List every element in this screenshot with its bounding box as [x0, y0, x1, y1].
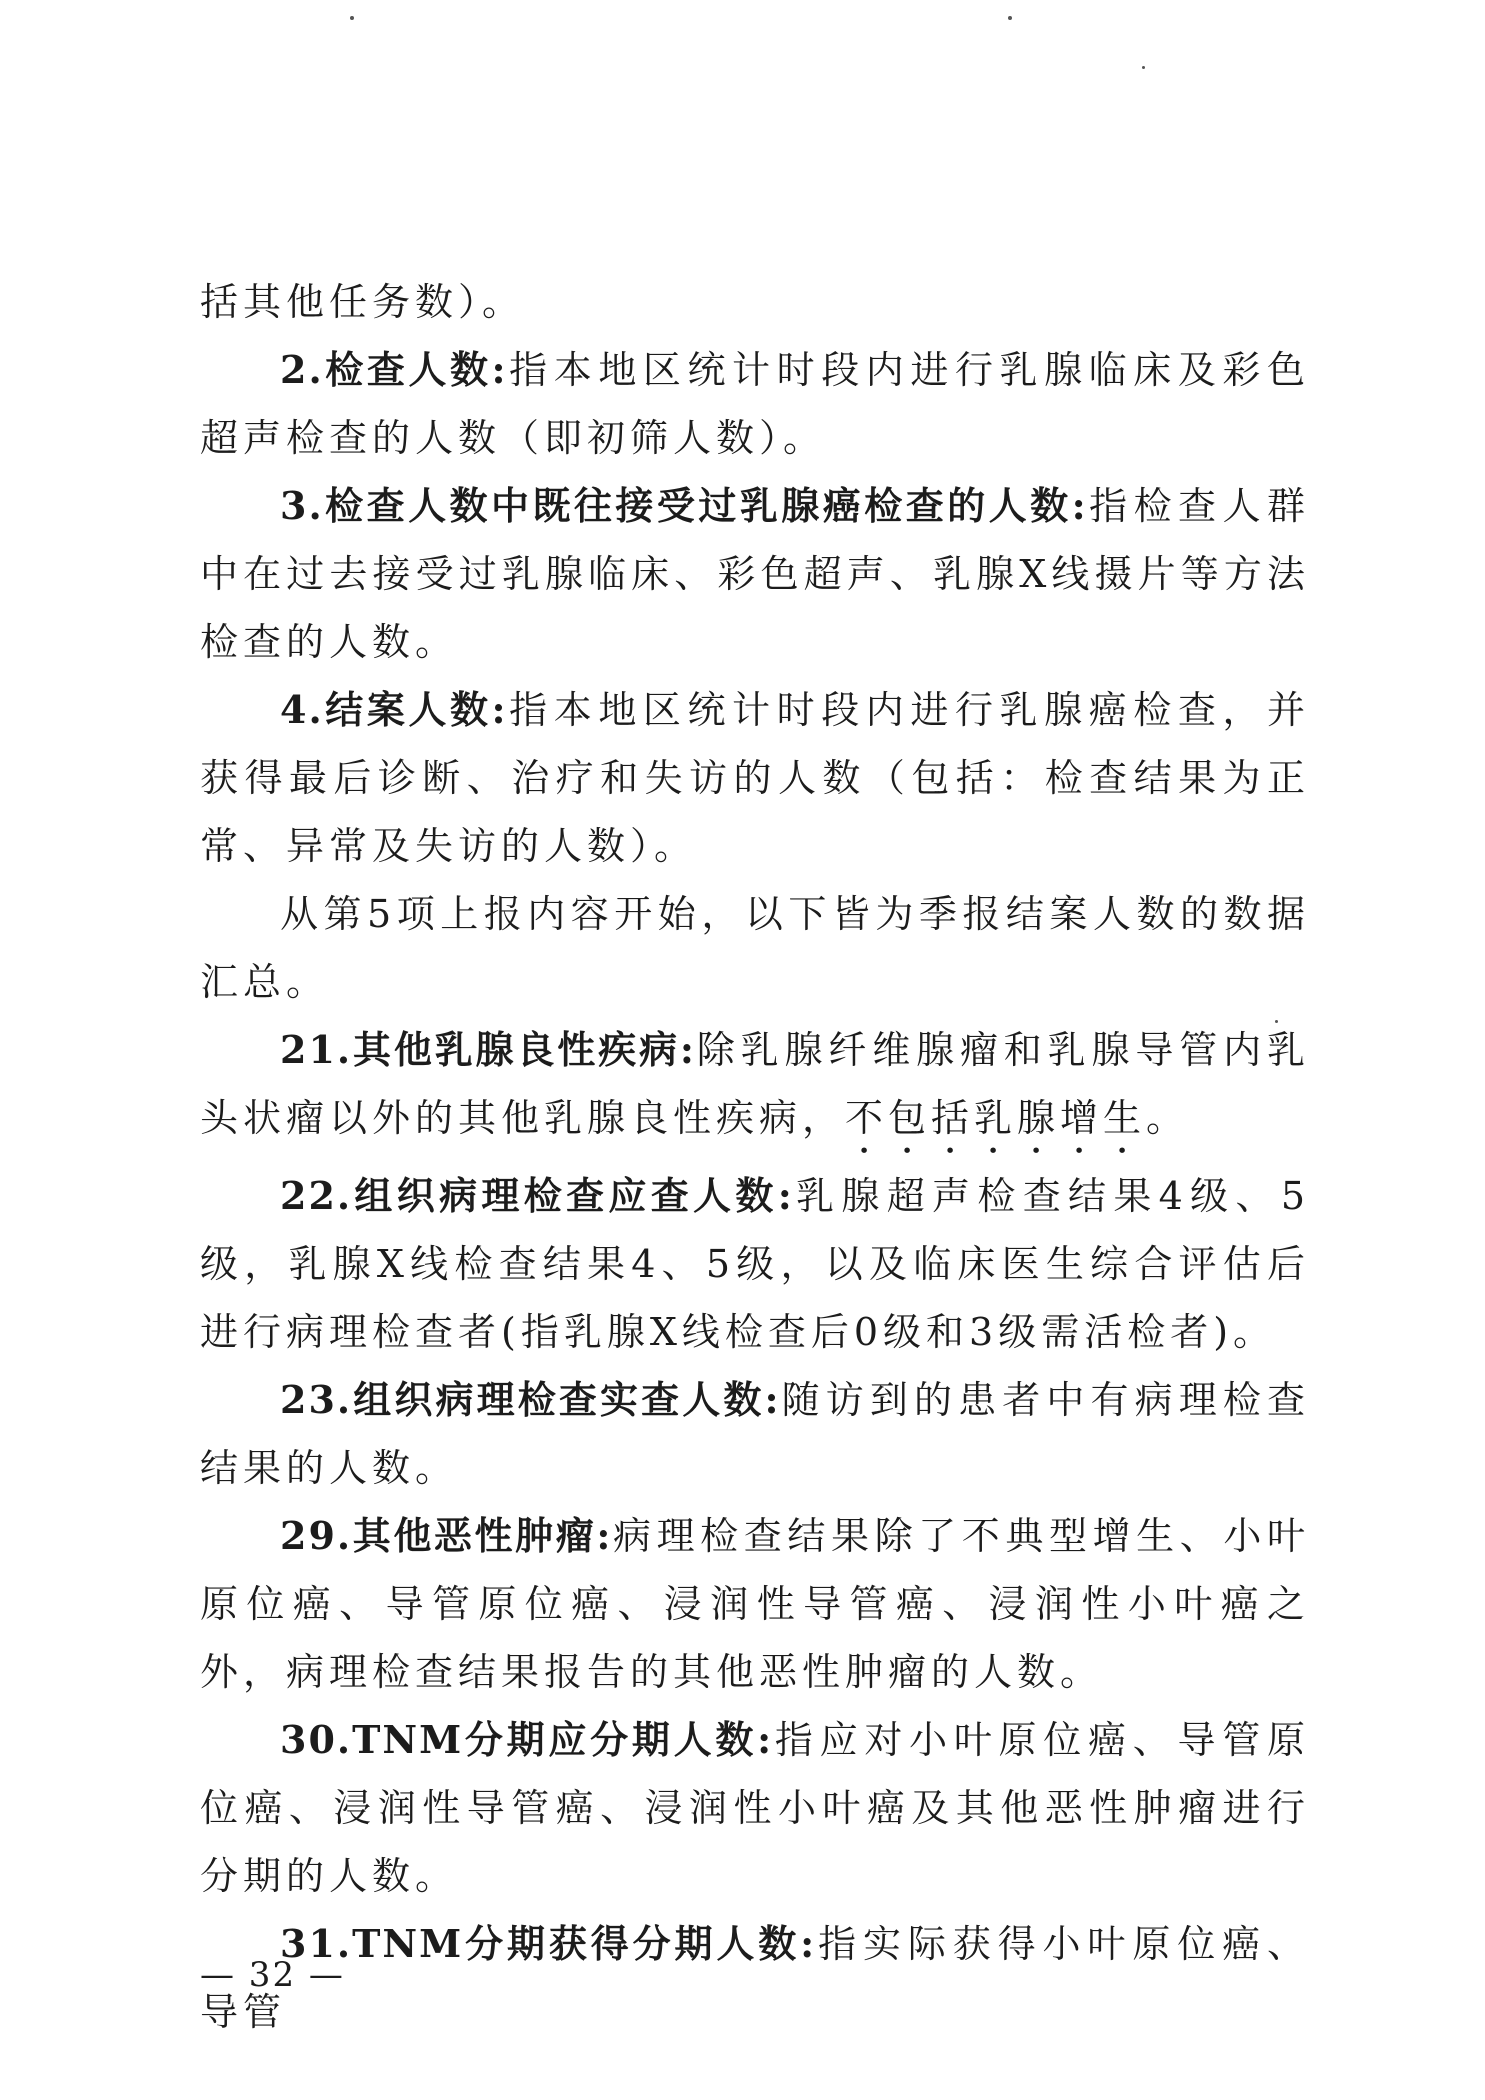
definition-text: 指实际获得小叶原位癌、导管: [200, 1922, 1310, 2034]
definition-item-30: [200, 1706, 1310, 1910]
definition-item-21: [200, 1016, 1310, 1162]
definition-text: 病理检查结果除了不典型增生、小叶原位癌、导管原位癌、浸润性导管癌、浸润性小叶癌之外，病理检查结果报告的其他恶性肿瘤的人数。: [200, 1514, 1310, 1694]
definition-term: 29.其他恶性肿瘤:: [280, 1513, 613, 1558]
scan-speck: [1142, 66, 1145, 69]
definition-item-2: [200, 336, 1310, 472]
definition-term: 23.组织病理检查实查人数:: [280, 1377, 781, 1422]
scan-speck: [350, 16, 354, 20]
definition-term: 21.其他乳腺良性疾病:: [280, 1027, 696, 1072]
scan-speck: [1008, 16, 1012, 20]
definition-term: 4.结案人数:: [280, 687, 508, 732]
definition-item-29: [200, 1502, 1310, 1706]
definition-term: 3.检查人数中既往接受过乳腺癌检查的人数:: [280, 483, 1088, 528]
definition-item-3: [200, 472, 1310, 676]
definition-text: 指检查人群中在过去接受过乳腺临床、彩色超声、乳腺X线摄片等方法检查的人数。: [200, 484, 1310, 664]
definition-term: 2.检查人数:: [280, 347, 508, 392]
definition-term: 30.TNM分期应分期人数:: [280, 1717, 774, 1762]
definition-item-31: [200, 1910, 1310, 2046]
definition-text: 指本地区统计时段内进行乳腺临床及彩色超声检查的人数（即初筛人数）。: [200, 348, 1310, 460]
definition-text: 指本地区统计时段内进行乳腺癌检查，并获得最后诊断、治疗和失访的人数（包括：检查结果为正常、异常及失访的人数）。: [200, 688, 1310, 868]
page-number: — 32 —: [200, 1955, 345, 1995]
document-body: [200, 268, 1310, 2046]
definition-text: 除乳腺纤维腺瘤和乳腺导管内乳头状瘤以外的其他乳腺良性疾病，: [200, 1028, 1310, 1140]
definition-term: 31.TNM分期获得分期人数:: [280, 1921, 817, 1966]
definition-term: 22.组织病理检查应查人数:: [280, 1173, 794, 1218]
definition-text: 指应对小叶原位癌、导管原位癌、浸润性导管癌、浸润性小叶癌及其他恶性肿瘤进行分期的人数。: [200, 1718, 1310, 1898]
emphasized-text: 不包括乳腺增生: [845, 1096, 1147, 1140]
definition-item-23: [200, 1366, 1310, 1502]
definition-item-22: [200, 1162, 1310, 1366]
definition-text: 乳腺超声检查结果4级、5级，乳腺X线检查结果4、5级，以及临床医生综合评估后进行病理检查者(指乳腺X线检查后0级和3级需活检者)。: [200, 1174, 1311, 1354]
definition-text: 随访到的患者中有病理检查结果的人数。: [200, 1378, 1310, 1490]
definition-text-end: 。: [1146, 1096, 1190, 1140]
definition-item-4: [200, 676, 1310, 880]
continuation-line: 括其他任务数）。: [200, 280, 526, 324]
note-line: 从第5项上报内容开始，以下皆为季报结案人数的数据汇总。: [200, 892, 1310, 1004]
